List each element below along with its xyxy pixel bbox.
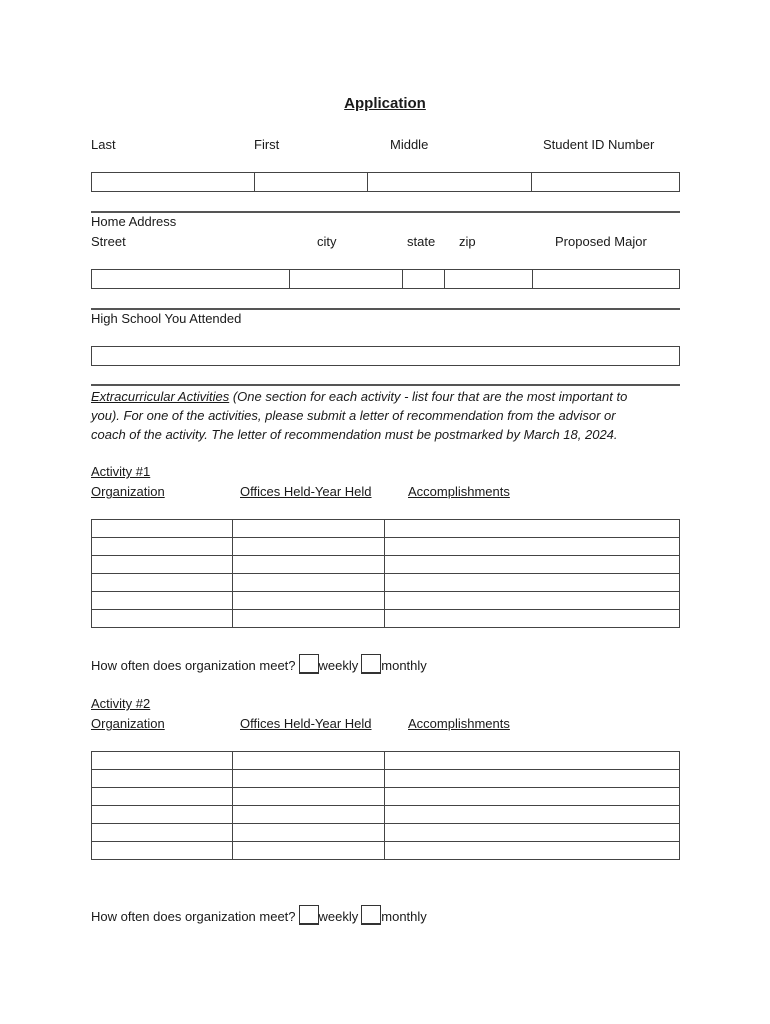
table-row [92,538,680,556]
accomplishments-cell[interactable] [385,556,680,574]
table-row [92,752,680,770]
table-row [92,806,680,824]
activity-2-meet-row [91,905,427,925]
accomplishments-cell[interactable] [385,770,680,788]
weekly-label: weekly [318,909,359,924]
weekly-checkbox[interactable] [299,905,319,925]
accomplishments-cell[interactable] [385,842,680,860]
last-name-label: Last [91,137,116,152]
activity-1-label: Activity #1 [91,464,151,479]
activity-1-organization-header: Organization [91,484,165,499]
table-row [92,788,680,806]
table-row [92,520,680,538]
zip-field[interactable] [444,269,533,289]
proposed-major-field[interactable] [532,269,680,289]
organization-cell[interactable] [92,520,233,538]
offices-cell[interactable] [232,770,385,788]
accomplishments-cell[interactable] [385,610,680,628]
accomplishments-cell[interactable] [385,806,680,824]
accomplishments-cell[interactable] [385,824,680,842]
middle-name-label: Middle [390,137,429,152]
organization-cell[interactable] [92,556,233,574]
middle-name-field[interactable] [367,172,532,192]
offices-cell[interactable] [232,752,385,770]
meet-question: How often does organization meet? [91,658,296,673]
offices-cell[interactable] [232,610,385,628]
table-row [92,592,680,610]
street-label: Street [91,234,126,249]
first-name-label: First [254,137,280,152]
offices-cell[interactable] [232,538,385,556]
table-row [92,574,680,592]
monthly-label: monthly [381,909,427,924]
organization-cell[interactable] [92,824,233,842]
organization-cell[interactable] [92,538,233,556]
accomplishments-cell[interactable] [385,592,680,610]
offices-cell[interactable] [232,788,385,806]
table-row [92,842,680,860]
divider [91,308,680,310]
monthly-checkbox[interactable] [361,654,381,674]
organization-cell[interactable] [92,806,233,824]
activity-2-organization-header: Organization [91,716,165,731]
table-row [92,610,680,628]
street-field[interactable] [91,269,290,289]
activity-1-accomplishments-header: Accomplishments [408,484,510,499]
accomplishments-cell[interactable] [385,538,680,556]
accomplishments-cell[interactable] [385,788,680,806]
weekly-label: weekly [318,658,359,673]
first-name-field[interactable] [254,172,368,192]
accomplishments-cell[interactable] [385,520,680,538]
table-row [92,770,680,788]
activity-2-offices-header: Offices Held-Year Held [240,716,372,731]
instructions-line-2: you). For one of the activities, please submit a letter of recommendation from the advisor or [91,408,616,423]
offices-cell[interactable] [232,592,385,610]
instructions-line-1: (One section for each activity - list four that are the most important to [229,389,628,404]
instructions-line-3: coach of the activity. The letter of recommendation must be postmarked by March 18, 2024. [91,427,618,442]
high-school-label: High School You Attended [91,311,242,326]
activity-1-table [91,519,680,628]
activity-2-table [91,751,680,860]
city-label: city [317,234,337,249]
offices-cell[interactable] [232,806,385,824]
organization-cell[interactable] [92,842,233,860]
offices-cell[interactable] [232,556,385,574]
meet-question: How often does organization meet? [91,909,296,924]
extracurricular-heading: Extracurricular Activities [91,389,230,404]
high-school-field[interactable] [91,346,680,366]
zip-label: zip [459,234,476,249]
divider [91,384,680,386]
organization-cell[interactable] [92,788,233,806]
monthly-checkbox[interactable] [361,905,381,925]
organization-cell[interactable] [92,574,233,592]
student-id-field[interactable] [531,172,680,192]
offices-cell[interactable] [232,520,385,538]
activity-1-offices-header: Offices Held-Year Held [240,484,372,499]
accomplishments-cell[interactable] [385,574,680,592]
state-field[interactable] [402,269,445,289]
table-row [92,824,680,842]
student-id-label: Student ID Number [543,137,655,152]
last-name-field[interactable] [91,172,255,192]
table-row [92,556,680,574]
monthly-label: monthly [381,658,427,673]
organization-cell[interactable] [92,592,233,610]
accomplishments-cell[interactable] [385,752,680,770]
offices-cell[interactable] [232,842,385,860]
activity-2-label: Activity #2 [91,696,151,711]
offices-cell[interactable] [232,824,385,842]
weekly-checkbox[interactable] [299,654,319,674]
organization-cell[interactable] [92,770,233,788]
city-field[interactable] [289,269,403,289]
activity-1-meet-row [91,654,427,674]
extracurricular-instructions [91,387,686,444]
divider [91,211,680,213]
page-title: Application [344,95,426,112]
state-label: state [407,234,436,249]
home-address-label: Home Address [91,214,177,229]
offices-cell[interactable] [232,574,385,592]
proposed-major-label: Proposed Major [555,234,647,249]
organization-cell[interactable] [92,610,233,628]
activity-2-accomplishments-header: Accomplishments [408,716,510,731]
organization-cell[interactable] [92,752,233,770]
